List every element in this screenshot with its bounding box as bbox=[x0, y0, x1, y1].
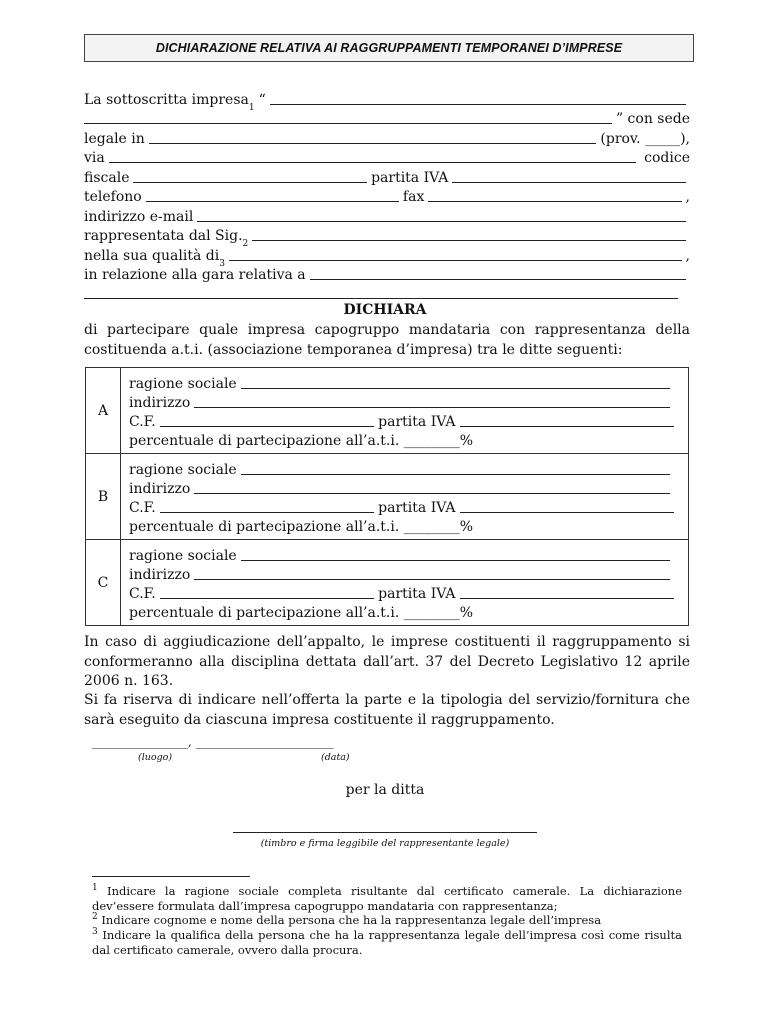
phone-line bbox=[84, 185, 690, 205]
prov-label: (prov. _____), bbox=[600, 130, 690, 147]
company-label: La sottoscritta impresa bbox=[84, 91, 249, 108]
phone-field[interactable] bbox=[146, 200, 399, 202]
ragione-label: ragione sociale bbox=[129, 547, 237, 564]
footnote-3 bbox=[92, 928, 682, 957]
indirizzo-field[interactable] bbox=[194, 578, 670, 580]
tender-line bbox=[84, 263, 690, 283]
ragione-field[interactable] bbox=[241, 387, 670, 389]
role-label: nella sua qualità di bbox=[84, 247, 220, 264]
legal-seat-line bbox=[84, 127, 690, 147]
cf-label: C.F. bbox=[129, 413, 156, 430]
piva-field[interactable] bbox=[452, 181, 686, 183]
signature-line[interactable] bbox=[233, 832, 537, 833]
comma: , bbox=[685, 188, 690, 205]
signature-caption: (timbro e firma leggibile del rappresentante legale) bbox=[260, 838, 510, 849]
ragione-field[interactable] bbox=[241, 473, 670, 475]
legal-seat-field[interactable] bbox=[149, 142, 597, 144]
piva-field[interactable] bbox=[460, 511, 675, 513]
role-field[interactable] bbox=[229, 259, 682, 261]
firm-row-a bbox=[86, 368, 689, 454]
footnote-number: 2 bbox=[92, 912, 98, 923]
indirizzo-label: indirizzo bbox=[129, 566, 191, 583]
aggiudicazione-paragraph: In caso di aggiudicazione dell’appalto, le imprese costituenti il raggruppamento si conformeranno alla disciplina dettata dall’art. 37 del Decreto Legislativo 12 aprile 2006 n. 163. bbox=[84, 634, 690, 689]
document-title: DICHIARAZIONE RELATIVA AI RAGGRUPPAMENTI TEMPORANEI D’IMPRESE bbox=[84, 34, 694, 62]
representative-line: rappresentata dal Sig. 2 bbox=[84, 224, 690, 244]
footnote-number: 1 bbox=[92, 883, 98, 894]
firm-letter: B bbox=[86, 454, 121, 540]
firm-letter: A bbox=[86, 368, 121, 454]
footnote-separator bbox=[92, 876, 250, 877]
footnote-2 bbox=[92, 913, 682, 928]
tender-field[interactable] bbox=[310, 278, 686, 280]
representative-label: rappresentata dal Sig. bbox=[84, 227, 243, 244]
email-field[interactable] bbox=[197, 220, 686, 222]
indirizzo-label: indirizzo bbox=[129, 394, 191, 411]
company-name-line: La sottoscritta impresa 1 “ bbox=[84, 88, 690, 108]
data-caption: (data) bbox=[321, 752, 350, 763]
indirizzo-field[interactable] bbox=[194, 406, 670, 408]
ragione-label: ragione sociale bbox=[129, 461, 237, 478]
open-quote: “ bbox=[258, 91, 266, 108]
cf-label: C.F. bbox=[129, 585, 156, 602]
place-date-line: ________________, _______________________ bbox=[92, 735, 334, 749]
company-name-line-2 bbox=[84, 107, 690, 127]
footnote-number: 3 bbox=[92, 927, 98, 938]
ragione-label: ragione sociale bbox=[129, 375, 237, 392]
perc-label: percentuale di partecipazione all’a.t.i. ________% bbox=[129, 518, 474, 535]
piva-field[interactable] bbox=[460, 425, 675, 427]
footnote-1 bbox=[92, 884, 682, 913]
piva-label: partita IVA bbox=[378, 585, 456, 602]
company-name-field-2[interactable] bbox=[84, 122, 612, 124]
footnote-text: Indicare la ragione sociale completa risultante dal certificato camerale. La dichiarazione dev’essere formulata dall’impresa capogruppo mandataria con rappresentanza; bbox=[92, 884, 682, 913]
firm-fields bbox=[121, 540, 689, 626]
firm-fields bbox=[121, 368, 689, 454]
firm-row-b bbox=[86, 454, 689, 540]
legal-seat-label: legale in bbox=[84, 130, 145, 147]
role-line: nella sua qualità di 3 , bbox=[84, 247, 690, 269]
fax-label: fax bbox=[402, 188, 425, 205]
phone-label: telefono bbox=[84, 188, 142, 205]
firm-row-c bbox=[86, 540, 689, 626]
via-field[interactable] bbox=[109, 161, 636, 163]
tender-line-2 bbox=[84, 282, 682, 302]
email-line bbox=[84, 205, 690, 225]
fax-field[interactable] bbox=[428, 200, 681, 202]
riserva-paragraph: Si fa riserva di indicare nell’offerta la parte e la tipologia del servizio/fornitura che sarà eseguito da ciascuna impresa costituente il raggruppamento. bbox=[84, 692, 690, 728]
seat-label: ” con sede bbox=[615, 110, 690, 127]
per-la-ditta: per la ditta bbox=[345, 782, 425, 798]
luogo-caption: (luogo) bbox=[138, 752, 173, 763]
footnote-text: Indicare cognome e nome della persona che ha la rappresentanza legale dell’impresa bbox=[101, 913, 602, 927]
firm-fields bbox=[121, 454, 689, 540]
footnote-text: Indicare la qualifica della persona che ha la rappresentanza legale dell’impresa così come risulta dal certificato camerale, ovvero dalla procura. bbox=[92, 928, 682, 957]
cf-field[interactable] bbox=[160, 511, 375, 513]
ragione-field[interactable] bbox=[241, 559, 670, 561]
indirizzo-field[interactable] bbox=[194, 492, 670, 494]
email-label: indirizzo e-mail bbox=[84, 208, 194, 225]
indirizzo-label: indirizzo bbox=[129, 480, 191, 497]
piva-label: partita IVA bbox=[378, 499, 456, 516]
fiscal-line bbox=[84, 166, 690, 186]
cf-label: C.F. bbox=[129, 499, 156, 516]
fiscale-label: fiscale bbox=[84, 169, 130, 186]
dichiara-text: di partecipare quale impresa capogruppo mandataria con rappresentanza della costituenda a.t.i. (associazione temporanea d’impresa) tra le ditte seguenti: bbox=[84, 322, 690, 358]
company-name-field[interactable] bbox=[270, 103, 686, 105]
codice-label: codice bbox=[644, 149, 690, 166]
comma-2: , bbox=[685, 247, 690, 264]
tender-label: in relazione alla gara relativa a bbox=[84, 266, 306, 283]
perc-label: percentuale di partecipazione all’a.t.i. ________% bbox=[129, 604, 474, 621]
dichiara-heading: DICHIARA bbox=[343, 302, 427, 318]
via-label: via bbox=[84, 149, 105, 166]
perc-label: percentuale di partecipazione all’a.t.i. ________% bbox=[129, 432, 474, 449]
cf-field[interactable] bbox=[160, 597, 375, 599]
piva-field[interactable] bbox=[460, 597, 675, 599]
piva-label: partita IVA bbox=[378, 413, 456, 430]
address-line bbox=[84, 146, 690, 166]
tender-field-2[interactable] bbox=[84, 297, 678, 299]
cf-field[interactable] bbox=[160, 425, 375, 427]
piva-label: partita IVA bbox=[371, 169, 449, 186]
representative-field[interactable] bbox=[252, 239, 686, 241]
firms-table bbox=[85, 367, 689, 626]
firm-letter: C bbox=[86, 540, 121, 626]
codice-fiscale-field[interactable] bbox=[133, 181, 367, 183]
